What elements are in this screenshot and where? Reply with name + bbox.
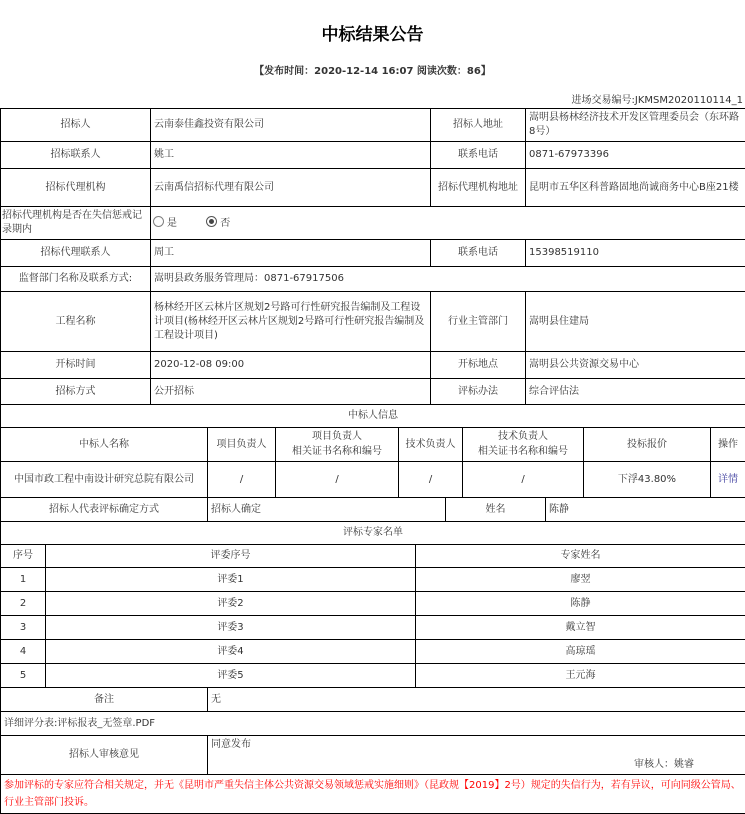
remark-value: 无 (208, 688, 745, 712)
agency-phone-value: 15398519110 (526, 240, 745, 267)
expert-no: 1 (1, 568, 46, 592)
reviewer-name: 审核人：姚睿 (211, 758, 742, 772)
experts-section-title: 评标专家名单 (1, 522, 745, 545)
table-row (1, 207, 745, 240)
winner-data-row (1, 462, 745, 498)
radio-unselected-icon[interactable] (153, 216, 164, 227)
tech-cert-header (463, 428, 584, 462)
tech-cert-header-line2: 相关证书名称和编号 (466, 445, 580, 460)
rep-name-value: 陈静 (546, 498, 745, 522)
table-row (1, 688, 745, 712)
bidder-address-value: 嵩明县杨林经济技术开发区管理委员会（东环路8号） (526, 109, 745, 142)
expert-no: 5 (1, 664, 46, 688)
table-row (1, 169, 745, 207)
pm-cert-value: / (276, 462, 399, 498)
expert-name-header: 专家姓名 (416, 545, 745, 568)
remark-label: 备注 (1, 688, 208, 712)
credit-notice-text: 参加评标的专家应符合相关规定，并无《昆明市严重失信主体公共资源交易领域惩戒实施细则》（昆政规【2019】2号）规定的失信行为，若有异议，可向同级公管局、行业主管部门投诉。 (1, 775, 745, 814)
bottom-table (0, 687, 745, 814)
price-header: 投标报价 (584, 428, 711, 462)
pm-cert-header-line1: 项目负责人 (279, 430, 395, 445)
eval-method-label: 评标办法 (431, 379, 526, 405)
expert-name: 廖翌 (416, 568, 745, 592)
winner-info-table (0, 404, 745, 498)
radio-option-yes[interactable] (153, 218, 177, 229)
experts-table (0, 521, 745, 688)
winner-name-value: 中国市政工程中南设计研究总院有限公司 (1, 462, 208, 498)
judge-no: 评委2 (46, 592, 416, 616)
basic-info-table (0, 108, 745, 405)
supervisor-label: 监督部门名称及联系方式: (1, 267, 151, 292)
winner-section-title: 中标人信息 (1, 405, 745, 428)
expert-name: 陈静 (416, 592, 745, 616)
table-row (1, 736, 745, 775)
judge-no-header: 评委序号 (46, 545, 416, 568)
radio-selected-icon[interactable] (206, 216, 217, 227)
page-title: 中标结果公告 (0, 24, 745, 46)
notice-row (1, 775, 745, 814)
open-place-label: 开标地点 (431, 352, 526, 379)
agency-address-label: 招标代理机构地址 (431, 169, 526, 207)
agency-contact-value: 周工 (151, 240, 431, 267)
tech-cert-header-line1: 技术负责人 (466, 430, 580, 445)
agency-credit-label: 招标代理机构是否在失信惩戒记录期内 (1, 207, 151, 240)
pm-cert-header (276, 428, 399, 462)
bidder-address-label: 招标人地址 (431, 109, 526, 142)
pm-value: / (208, 462, 276, 498)
confirm-method-label: 招标人代表评标确定方式 (1, 498, 208, 522)
publish-meta: 【发布时间：2020-12-14 16:07 阅读次数：86】 (0, 62, 745, 77)
expert-row (1, 592, 745, 616)
judge-no: 评委4 (46, 640, 416, 664)
section-header-row (1, 522, 745, 545)
review-opinion-value: 同意发布 (211, 738, 742, 752)
agency-value: 云南禹信招标代理有限公司 (151, 169, 431, 207)
table-row (1, 142, 745, 169)
open-place-value: 嵩明县公共资源交易中心 (526, 352, 745, 379)
judge-no: 评委1 (46, 568, 416, 592)
project-name-value: 杨林经开区云林片区规划2号路可行性研究报告编制及工程设计项目(杨林经开区云林片区规划2号路可行性研究报告编制及工程设计项目) (151, 292, 431, 352)
tech-cert-value: / (463, 462, 584, 498)
table-row (1, 240, 745, 267)
table-row (1, 712, 745, 736)
agency-label: 招标代理机构 (1, 169, 151, 207)
experts-header-row (1, 545, 745, 568)
operation-header: 操作 (711, 428, 745, 462)
review-opinion-cell (208, 736, 745, 775)
winner-name-header: 中标人名称 (1, 428, 208, 462)
table-row (1, 379, 745, 405)
industry-dept-label: 行业主管部门 (431, 292, 526, 352)
radio-no-label: 否 (220, 218, 230, 229)
expert-row (1, 640, 745, 664)
agency-contact-label: 招标代理联系人 (1, 240, 151, 267)
bid-method-label: 招标方式 (1, 379, 151, 405)
section-header-row (1, 405, 745, 428)
expert-row (1, 568, 745, 592)
confirm-row-table (0, 497, 745, 522)
review-opinion-label: 招标人审核意见 (1, 736, 208, 775)
confirm-method-value: 招标人确定 (208, 498, 446, 522)
eval-method-value: 综合评估法 (526, 379, 745, 405)
bid-method-value: 公开招标 (151, 379, 431, 405)
expert-no-header: 序号 (1, 545, 46, 568)
radio-yes-label: 是 (167, 218, 177, 229)
bidder-contact-value: 姚工 (151, 142, 431, 169)
expert-name: 高琼瑶 (416, 640, 745, 664)
pm-header: 项目负责人 (208, 428, 276, 462)
expert-no: 3 (1, 616, 46, 640)
expert-no: 2 (1, 592, 46, 616)
table-row (1, 109, 745, 142)
phone-value: 0871-67973396 (526, 142, 745, 169)
tech-header: 技术负责人 (399, 428, 463, 462)
agency-phone-label: 联系电话 (431, 240, 526, 267)
expert-row (1, 664, 745, 688)
open-time-label: 开标时间 (1, 352, 151, 379)
expert-name: 戴立智 (416, 616, 745, 640)
tech-value: / (399, 462, 463, 498)
expert-row (1, 616, 745, 640)
bidder-contact-label: 招标联系人 (1, 142, 151, 169)
radio-option-no[interactable] (206, 218, 230, 229)
supervisor-value: 嵩明县政务服务管理局：0871-67917506 (151, 267, 745, 292)
table-row (1, 498, 745, 522)
trade-number: 进场交易编号:JKMSM2020110114_1 (0, 91, 743, 106)
phone-label: 联系电话 (431, 142, 526, 169)
table-row (1, 292, 745, 352)
table-row (1, 352, 745, 379)
winner-header-row (1, 428, 745, 462)
price-value: 下浮43.80% (584, 462, 711, 498)
project-name-label: 工程名称 (1, 292, 151, 352)
judge-no: 评委3 (46, 616, 416, 640)
judge-no: 评委5 (46, 664, 416, 688)
agency-credit-options (151, 207, 745, 240)
bidder-value: 云南泰佳鑫投资有限公司 (151, 109, 431, 142)
table-row (1, 267, 745, 292)
bidder-label: 招标人 (1, 109, 151, 142)
expert-name: 王元海 (416, 664, 745, 688)
expert-no: 4 (1, 640, 46, 664)
pm-cert-header-line2: 相关证书名称和编号 (279, 445, 395, 460)
score-table-file: 详细评分表:评标报表_无签章.PDF (1, 712, 745, 736)
rep-name-label: 姓名 (446, 498, 546, 522)
open-time-value: 2020-12-08 09:00 (151, 352, 431, 379)
detail-link[interactable]: 详情 (718, 474, 738, 485)
agency-address-value: 昆明市五华区科普路固地尚诚商务中心B座21楼 (526, 169, 745, 207)
industry-dept-value: 嵩明县住建局 (526, 292, 745, 352)
